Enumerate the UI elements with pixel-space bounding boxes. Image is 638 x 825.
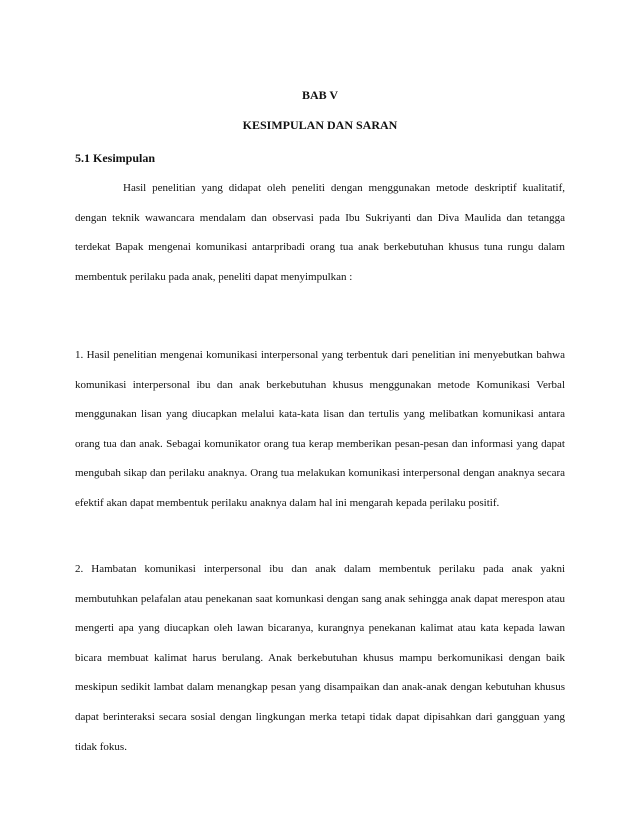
paragraph-point-1: 1. Hasil penelitian mengenai komunikasi interpersonal yang terbentuk dari penelitian ini menyebutkan bahwa komunikasi interpersonal ibu dan anak berkebutuhan khusus menggunakan metode Komunikasi Verbal menggunakan lisan yang diucapkan melalui kata-kata lisan dan tertulis yang melibatkan komunikasi antara orang tua dan anak. Sebagai komunikator orang tua kerap memberikan pesan-pesan dan informasi yang dapat mengubah sikap dan perilaku anaknya. Orang tua melakukan komunikasi interpersonal dengan anaknya secara efektif akan dapat membentuk perilaku anaknya dalam hal ini mengarah kepada perilaku positif. — [75, 349, 565, 509]
chapter-subtitle: KESIMPULAN DAN SARAN — [242, 118, 398, 132]
chapter-title: BAB V — [301, 88, 339, 102]
paragraph-point-2: 2. Hambatan komunikasi interpersonal ibu dan anak dalam membentuk perilaku pada anak yakni membutuhkan pelafalan atau penekanan saat komunkasi dengan sang anak sehingga anak dapat merespon atau mengerti apa yang diucapkan oleh lawan bicaranya, kurangnya penekanan kalimat atau kata kepada lawan bicara membuat kalimat harus berulang. Anak berkebutuhan khusus mampu berkomunikasi dengan baik meskipun sedikit lambat dalam menangkap pesan yang disampaikan dan anak-anak dengan kebutuhan khusus dapat berinteraksi secara sosial dengan lingkungan merka tetapi tidak dapat dipisahkan dari gangguan yang tidak fokus. — [75, 563, 565, 753]
section-heading: 5.1 Kesimpulan — [75, 151, 156, 165]
document-page — [75, 0, 565, 825]
paragraph-intro: Hasil penelitian yang didapat oleh peneliti dengan menggunakan metode deskriptif kualitatif, dengan teknik wawancara mendalam dan observasi pada Ibu Sukriyanti dan Diva Maulida dan tetangga terdekat Bapak mengenai komunikasi antarpribadi orang tua anak berkebutuhan khusus tuna rungu dalam membentuk perilaku pada anak, peneliti dapat menyimpulkan : — [75, 182, 565, 283]
